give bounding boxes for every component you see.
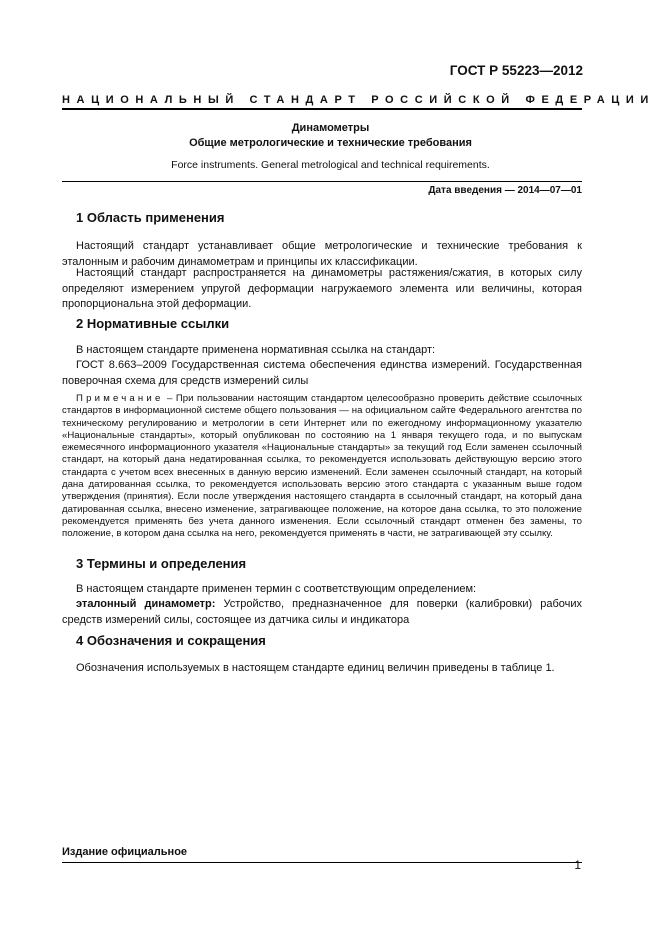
date-rule: [62, 181, 582, 182]
national-standard-banner: НАЦИОНАЛЬНЫЙ СТАНДАРТ РОССИЙСКОЙ ФЕДЕРАЦИИ: [62, 94, 655, 106]
section-2-paragraph-1: В настоящем стандарте применена нормативная ссылка на стандарт:: [76, 344, 436, 356]
term-name: эталонный динамометр:: [76, 598, 216, 610]
header-rule: [62, 108, 582, 110]
section-2-paragraph-2: ГОСТ 8.663–2009 Государственная система обеспечения единства измерений. Государственная поверочная схема для средств измерений силы: [62, 359, 582, 387]
section-3-heading: 3 Термины и определения: [76, 556, 247, 571]
title-line-2: Общие метрологические и технические требования: [189, 137, 472, 149]
section-3-paragraph-1: В настоящем стандарте применен термин с соответствующим определением:: [76, 583, 477, 595]
note-label: Примечание: [76, 393, 164, 404]
section-2-note: [62, 393, 582, 541]
section-1-paragraph-2: Настоящий стандарт распространяется на динамометры растяжения/сжатия, в которых силу определяют измерением упругой деформации нагружаемого элемента или величины, которая пропорциональна этой деформации.: [62, 267, 582, 310]
document-title: [0, 121, 661, 151]
section-4-heading: 4 Обозначения и сокращения: [76, 633, 266, 648]
introduction-date: Дата введения — 2014—07—01: [428, 185, 582, 196]
document-title-english: Force instruments. General metrological and technical requirements.: [171, 159, 490, 171]
document-number: ГОСТ Р 55223—2012: [449, 63, 583, 78]
section-1-paragraph-1: Настоящий стандарт устанавливает общие метрологические и технические требования к эталонным и рабочим динамометрам и принципы их классификации.: [62, 240, 582, 268]
section-1-heading: 1 Область применения: [76, 210, 225, 225]
note-text: – При пользовании настоящим стандартом целесообразно проверить действие ссылочных стандартов в информационной системе общего пользования — на официальном сайте Федерального агентства по техническому регулированию и метрологии в сети Интернет или по ежегодному информационному указателю «Национальные стандарты», который опубликован по состоянию на 1 января текущего года, и по выпускам ежемесячного информационного указателя «Национальные стандарты» за текущий год Если заменен ссылочный стандарт, на который дана недатированная ссылка, то рекомендуется использовать действующую версию этого стандарта с учетом всех внесенных в данную версию изменений. Если заменен ссылочный стандарт, на который дана датированная ссылка, то рекомендуется использовать версию этого стандарта с указанным выше годом утверждения (принятия). Если после утверждения настоящего стандарта в ссылочный стандарт, на который дана датированная ссылка, внесено изменение, затрагивающее положение, на которое дана ссылка, то это положение рекомендуется применять без учета данного изменения. Если ссылочный стандарт отменен без замены, то положение, в котором дана ссылка на него, рекомендуется применять в части, не затрагивающей эту ссылку.: [62, 393, 582, 540]
edition-label: Издание официальное: [62, 846, 188, 858]
section-2-heading: 2 Нормативные ссылки: [76, 316, 230, 331]
section-3-definition: [62, 597, 582, 628]
footer-rule: [62, 862, 582, 863]
section-4-paragraph-1: Обозначения используемых в настоящем стандарте единиц величин приведены в таблице 1.: [76, 662, 555, 674]
term-definition: Устройство, предназначенное для поверки (калибровки) рабочих средств измерений силы, состоящее из датчика силы и индикатора: [62, 598, 582, 626]
page-number: 1: [574, 858, 581, 872]
title-line-1: Динамометры: [291, 122, 370, 134]
